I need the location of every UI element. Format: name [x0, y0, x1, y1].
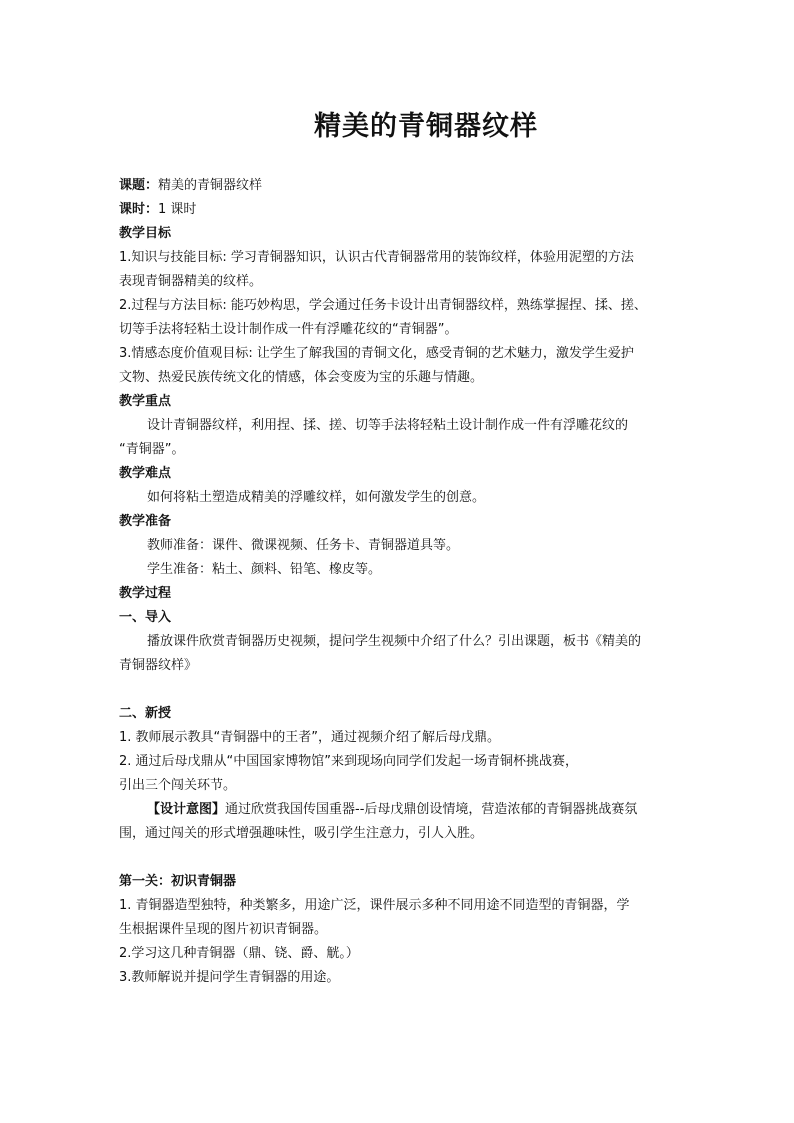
level-1-heading: 第一关：初识青铜器 — [119, 874, 237, 889]
hours-line — [119, 198, 679, 222]
blank-line — [119, 846, 679, 870]
intro-line-2: 青铜器纹样》 — [119, 658, 198, 673]
blank-line — [119, 678, 679, 702]
new-lesson-item-2-continued: 引出三个闯关环节。 — [119, 778, 237, 793]
goal-1-line-2: 表现青铜器精美的纹样。 — [119, 274, 263, 289]
page-title: 精美的青铜器纹样 — [314, 111, 538, 142]
goal-3-line-1: 3.情感态度价值观目标: 让学生了解我国的青铜文化，感受青铜的艺术魅力，激发学生爱护 — [119, 346, 634, 361]
design-intent-text: 通过欣赏我国传国重器--后母戊鼎创设情境，营造浓郁的青铜器挑战赛氛 — [225, 802, 638, 817]
design-intent-line-2: 围，通过闯关的形式增强趣味性，吸引学生注意力，引人入胜。 — [119, 826, 484, 841]
student-preparation: 学生准备：粘土、颜料、铅笔、橡皮等。 — [147, 562, 382, 577]
goal-1-line-1: 1.知识与技能目标: 学习青铜器知识，认识古代青铜器常用的装饰纹样，体验用泥塑的方法 — [119, 250, 634, 265]
intro-line-1: 播放课件欣赏青铜器历史视频，提问学生视频中介绍了什么？引出课题，板书《精美的 — [147, 634, 642, 649]
hours-label: 课时： — [119, 202, 159, 217]
goals-heading: 教学目标 — [119, 226, 172, 241]
preparation-heading: 教学准备 — [119, 514, 172, 529]
level-1-item-1-line-1: 1. 青铜器造型独特，种类繁多，用途广泛，课件展示多种不同用途不同造型的青铜器，学 — [119, 898, 630, 913]
teacher-preparation: 教师准备：课件、微课视频、任务卡、青铜器道具等。 — [147, 538, 460, 553]
process-heading: 教学过程 — [119, 586, 172, 601]
goal-2-line-1: 2.过程与方法目标: 能巧妙构思，学会通过任务卡设计出青铜器纹样，熟练掌握捏、揉、搓、 — [119, 298, 647, 313]
difficulty-line-1: 如何将粘土塑造成精美的浮雕纹样，如何激发学生的创意。 — [147, 490, 486, 505]
new-lesson-item-2: 2. 通过后母戊鼎从“中国国家博物馆”来到现场向同学们发起一场青铜杯挑战赛， — [119, 754, 579, 769]
level-1-item-1-line-2: 生根据课件呈现的图片初识青铜器。 — [119, 922, 328, 937]
topic-line — [119, 174, 679, 198]
key-points-heading: 教学重点 — [119, 394, 172, 409]
new-lesson-item-1: 1. 教师展示教具“青铜器中的王者”，通过视频介绍了解后母戊鼎。 — [119, 730, 501, 745]
new-lesson-heading: 二、新授 — [119, 706, 172, 721]
lesson-plan-body — [119, 174, 679, 990]
topic-value: 精美的青铜器纹样 — [158, 178, 263, 193]
level-1-item-3: 3.教师解说并提问学生青铜器的用途。 — [119, 970, 340, 985]
goal-3-line-2: 文物、热爱民族传统文化的情感，体会变废为宝的乐趣与情趣。 — [119, 370, 484, 385]
difficulty-heading: 教学难点 — [119, 466, 172, 481]
key-points-line-2: “青铜器”。 — [119, 442, 185, 457]
level-1-item-2: 2.学习这几种青铜器（鼎、铙、爵、觥。） — [119, 946, 359, 961]
intro-heading: 一、导入 — [119, 610, 172, 625]
topic-label: 课题： — [119, 178, 159, 193]
goal-2-line-2: 切等手法将轻粘土设计制作成一件有浮雕花纹的“青铜器”。 — [119, 322, 458, 337]
design-intent-label: 【设计意图】 — [147, 802, 226, 817]
hours-value: 1 课时 — [158, 202, 197, 217]
key-points-line-1: 设计青铜器纹样，利用捏、揉、搓、切等手法将轻粘土设计制作成一件有浮雕花纹的 — [147, 418, 629, 433]
design-intent-line-1 — [119, 798, 679, 822]
